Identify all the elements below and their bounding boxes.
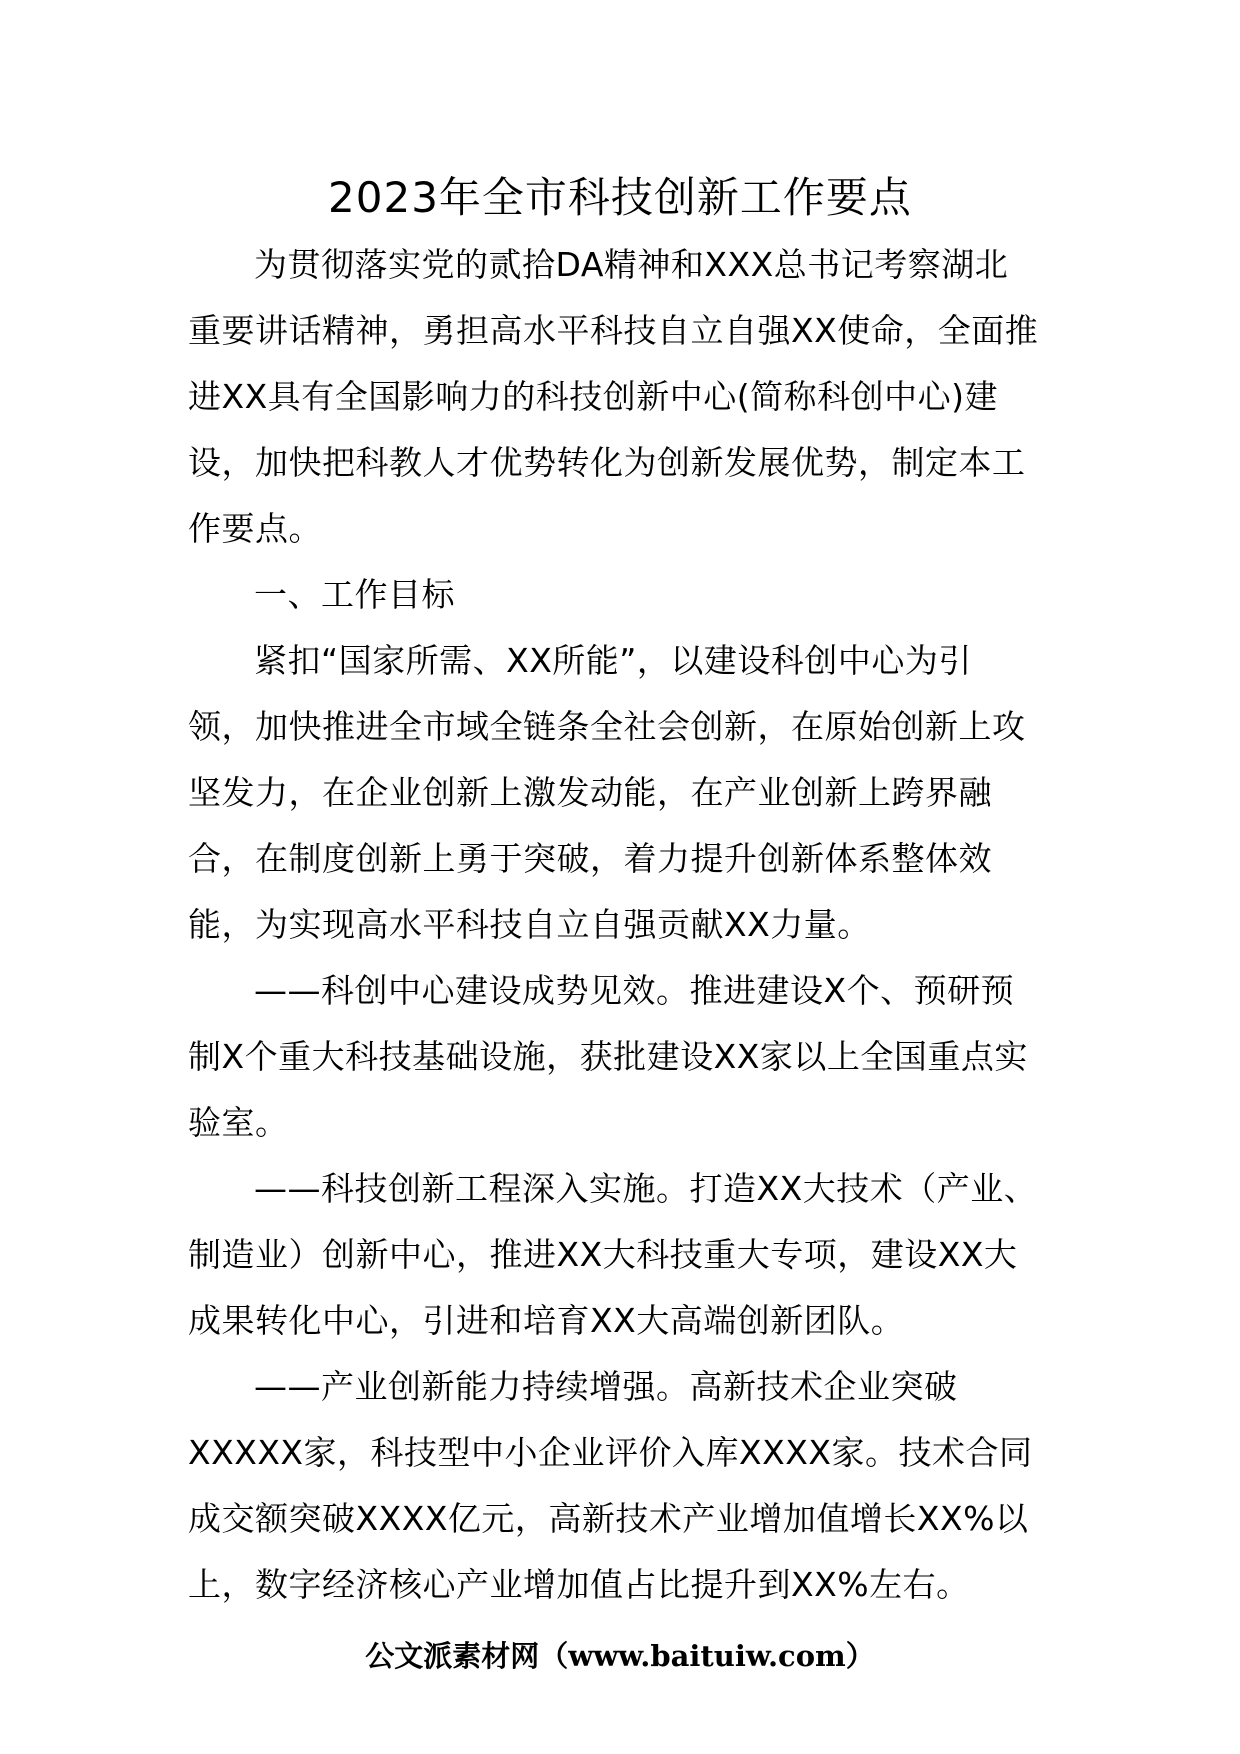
- body-line: ——科技创新工程深入实施。打造XX大技术（产业、: [254, 1169, 1038, 1208]
- body-line: 作要点。: [188, 509, 322, 548]
- section-heading: 一、工作目标: [254, 575, 455, 614]
- body-line: 坚发力，在企业创新上激发动能，在产业创新上跨界融: [188, 773, 992, 812]
- body-line: 为贯彻落实党的贰拾DA精神和XXX总书记考察湖北: [254, 245, 1009, 284]
- body-line: 紧扣“国家所需、XX所能”，以建设科创中心为引: [254, 641, 972, 680]
- body-line: 制X个重大科技基础设施，获批建设XX家以上全国重点实: [188, 1037, 1028, 1076]
- body-line: 进XX具有全国影响力的科技创新中心(简称科创中心)建: [188, 377, 998, 416]
- body-line: 合，在制度创新上勇于突破，着力提升创新体系整体效: [188, 839, 992, 878]
- body-line: 验室。: [188, 1103, 289, 1142]
- body-line: 制造业）创新中心，推进XX大科技重大专项，建设XX大: [188, 1235, 1018, 1274]
- body-line: ——科创中心建设成势见效。推进建设X个、预研预: [254, 971, 1015, 1010]
- body-line: XXXXX家，科技型中小企业评价入库XXXX家。技术合同: [188, 1433, 1033, 1472]
- body-line: 上，数字经济核心产业增加值占比提升到XX%左右。: [188, 1565, 970, 1604]
- body-line: 领，加快推进全市域全链条全社会创新，在原始创新上攻: [188, 707, 1026, 746]
- document-body: [188, 232, 1056, 1618]
- body-line: 设，加快把科教人才优势转化为创新发展优势，制定本工: [188, 443, 1026, 482]
- document-title: 2023年全市科技创新工作要点: [328, 173, 912, 222]
- body-line: 成果转化中心，引进和培育XX大高端创新团队。: [188, 1301, 905, 1340]
- body-line: 能，为实现高水平科技自立自强贡献XX力量。: [188, 905, 871, 944]
- footer-watermark: 公文派素材网（www.baituiw.com）: [365, 1639, 875, 1673]
- body-line: 重要讲话精神，勇担高水平科技自立自强XX使命，全面推: [188, 311, 1039, 350]
- body-line: 成交额突破XXXX亿元，高新技术产业增加值增长XX%以: [188, 1499, 1029, 1538]
- body-line: ——产业创新能力持续增强。高新技术企业突破: [254, 1367, 958, 1406]
